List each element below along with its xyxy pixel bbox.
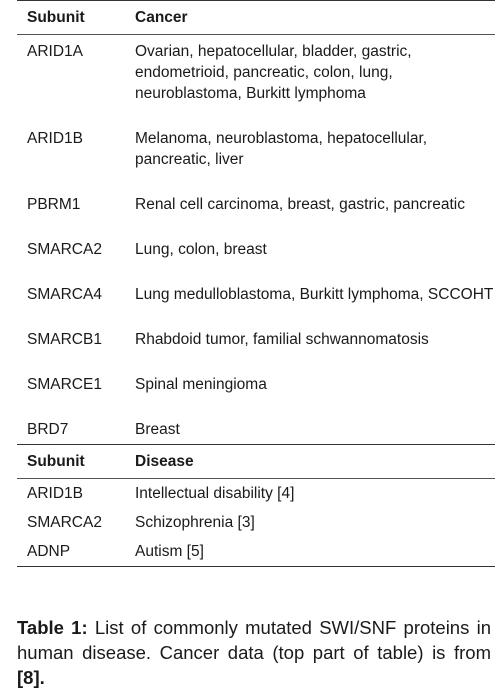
cancer-cell: Melanoma, neuroblastoma, hepatocellular, pancreatic, liver (135, 130, 428, 168)
table-row (17, 122, 495, 188)
caption-reference: [8]. (17, 666, 45, 688)
mutation-table (17, 0, 495, 567)
cancer-header-subunit: Subunit (17, 1, 125, 35)
disease-header-row (17, 445, 495, 479)
cancer-cell: Ovarian, hepatocellular, bladder, gastric, endometrioid, pancreatic, colon, lung, neuroblastoma, Burkitt lymphoma (135, 43, 412, 102)
cancer-header-cancer: Cancer (125, 1, 495, 35)
subunit-cell: SMARCA4 (27, 286, 102, 303)
subunit-cell: SMARCE1 (27, 376, 102, 393)
table-row (17, 413, 495, 445)
cancer-cell: Lung, colon, breast (135, 241, 267, 258)
subunit-cell: PBRM1 (27, 196, 81, 213)
subunit-cell: ARID1B (27, 485, 83, 502)
subunit-cell: SMARCB1 (27, 331, 102, 348)
subunit-cell: ARID1A (27, 43, 83, 60)
disease-cell: Intellectual disability [4] (135, 485, 295, 502)
disease-cell: Autism [5] (125, 537, 495, 567)
disease-cell: Schizophrenia [3] (135, 514, 255, 531)
disease-header-disease: Disease (125, 445, 495, 479)
subunit-cell: ADNP (17, 537, 125, 567)
table-row (17, 278, 495, 323)
table-row (17, 188, 495, 233)
table-row (17, 233, 495, 278)
table-row (17, 508, 495, 537)
subunit-cell: ARID1B (27, 130, 83, 147)
cancer-header-row (17, 1, 495, 35)
table-row (17, 368, 495, 413)
disease-header-subunit: Subunit (17, 445, 125, 479)
table-caption (17, 615, 491, 690)
table-row (17, 35, 495, 123)
caption-label: Table 1: (17, 616, 88, 638)
subunit-cell: BRD7 (27, 421, 69, 438)
cancer-cell: Rhabdoid tumor, familial schwannomatosis (135, 331, 429, 348)
subunit-cell: SMARCA2 (27, 241, 102, 258)
cancer-cell: Spinal meningioma (135, 376, 267, 393)
cancer-cell: Renal cell carcinoma, breast, gastric, pancreatic (135, 196, 465, 213)
table-row (17, 479, 495, 509)
caption-text: List of commonly mutated SWI/SNF proteins in human disease. Cancer data (top part of table) is from (17, 616, 491, 663)
table-row (17, 323, 495, 368)
cancer-cell: Breast (135, 421, 180, 438)
table-row (17, 537, 495, 567)
cancer-cell: Lung medulloblastoma, Burkitt lymphoma, SCCOHT (135, 286, 494, 303)
mutation-table-container (17, 0, 495, 567)
subunit-cell: SMARCA2 (27, 514, 102, 531)
